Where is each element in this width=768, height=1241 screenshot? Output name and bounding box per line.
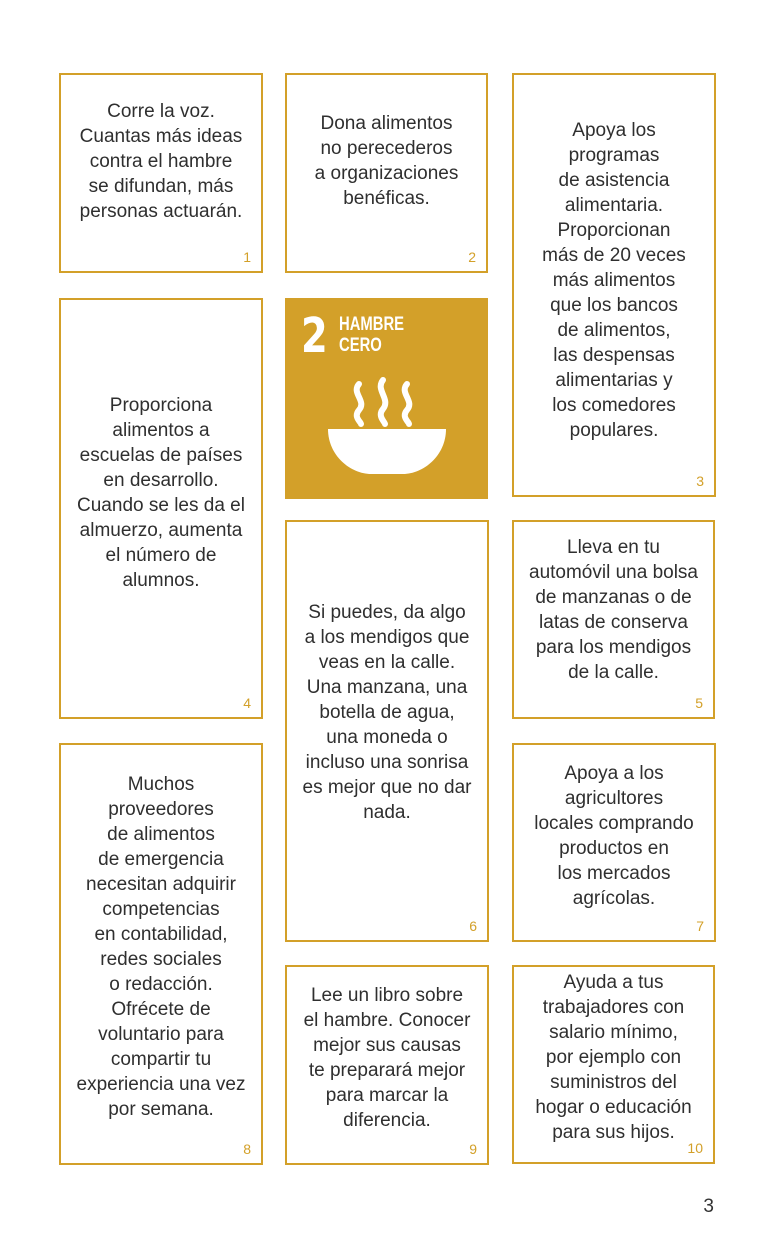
- tip-text: Lleva en tu automóvil una bolsa de manzanas o de latas de conserva para los mendigos de la calle.: [529, 536, 698, 683]
- sdg-goal-title: HAMBRE CERO: [339, 314, 405, 356]
- tip-text: Si puedes, da algo a los mendigos que veas en la calle. Una manzana, una botella de agua, una moneda o incluso una sonrisa es mejor que no dar nada.: [302, 601, 472, 823]
- tip-card-10: [512, 965, 715, 1164]
- tip-number: 2: [468, 249, 476, 265]
- tip-number: 8: [243, 1141, 251, 1157]
- tip-card-8: [59, 743, 263, 1165]
- tip-card-4: [59, 298, 263, 719]
- sdg-goal-number: 2: [301, 308, 328, 364]
- tip-text: Corre la voz. Cuantas más ideas contra el hambre se difundan, más personas actuarán.: [79, 100, 243, 222]
- tip-card-5: [512, 520, 715, 719]
- tip-card-9: [285, 965, 489, 1165]
- sdg-goal-2-tile: [285, 298, 488, 499]
- tip-text: Muchos proveedores de alimentos de emergencia necesitan adquirir competencias en contabilidad, redes sociales o redacción. Ofrécete de voluntario para compartir tu experiencia una vez por semana.: [76, 774, 246, 1120]
- tip-card-2: [285, 73, 488, 273]
- tip-number: 4: [243, 695, 251, 711]
- tip-text: Dona alimentos no perecederos a organizaciones benéficas.: [314, 113, 459, 209]
- tip-card-7: [512, 743, 716, 942]
- tip-number: 3: [696, 473, 704, 489]
- tip-number: 5: [695, 695, 703, 711]
- tip-card-6: [285, 520, 489, 942]
- page-number: 3: [703, 1196, 714, 1217]
- bowl-steam-icon: [285, 298, 488, 499]
- tip-number: 1: [243, 249, 251, 265]
- tip-text: Apoya los programas de asistencia alimentaria. Proporcionan más de 20 veces más alimentos que los bancos de alimentos, las despensas alimentarias y los comedores populares.: [542, 119, 686, 441]
- tip-text: Apoya a los agricultores locales comprando productos en los mercados agrícolas.: [534, 762, 694, 909]
- tip-card-1: [59, 73, 263, 273]
- tip-text: Proporciona alimentos a escuelas de países en desarrollo. Cuando se les da el almuerzo, aumenta el número de alumnos.: [77, 394, 245, 591]
- tip-number: 9: [469, 1141, 477, 1157]
- tip-number: 10: [687, 1140, 703, 1156]
- tip-card-3: [512, 73, 716, 497]
- tip-number: 6: [469, 918, 477, 934]
- tip-number: 7: [696, 918, 704, 934]
- tip-text: Ayuda a tus trabajadores con salario mínimo, por ejemplo con suministros del hogar o educación para sus hijos.: [535, 972, 692, 1143]
- tip-text: Lee un libro sobre el hambre. Conocer mejor sus causas te preparará mejor para marcar la diferencia.: [303, 985, 471, 1131]
